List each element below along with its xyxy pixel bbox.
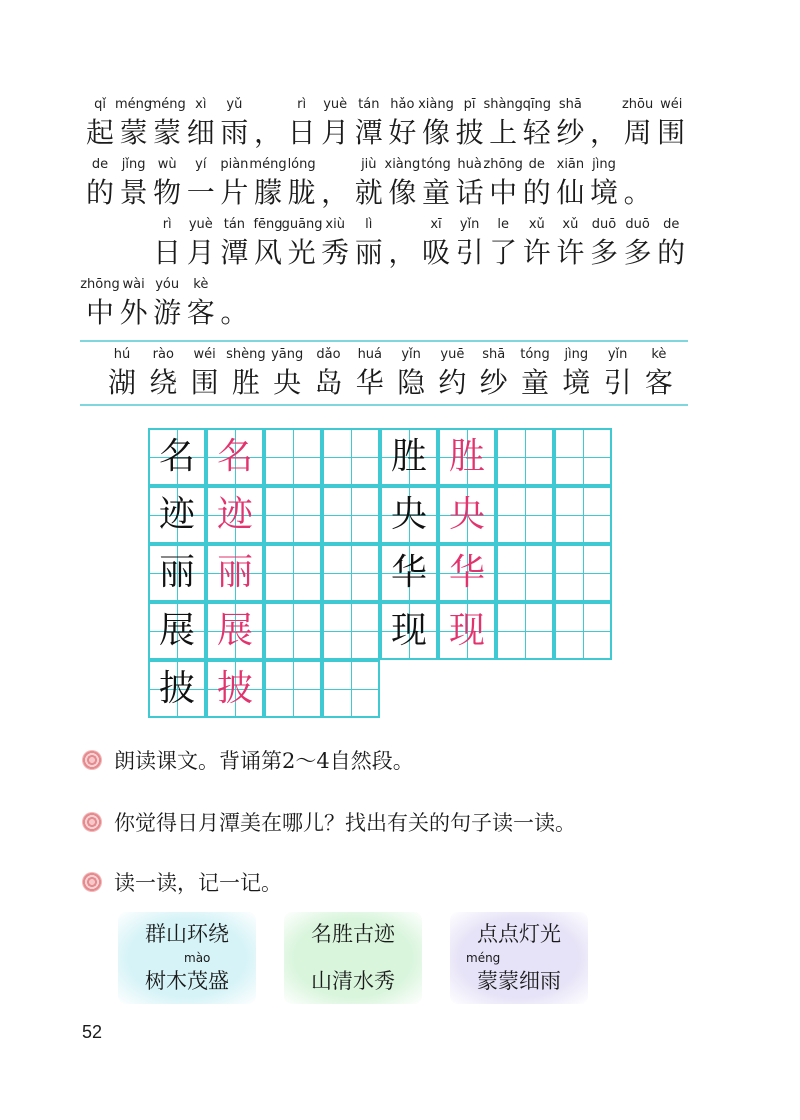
exercise-3 bbox=[82, 866, 282, 898]
ruby-char bbox=[618, 156, 658, 212]
hanzi: 一 bbox=[186, 176, 215, 209]
hanzi: 朦 bbox=[253, 176, 282, 209]
pinyin: duō bbox=[591, 217, 617, 232]
vocab-top-rule bbox=[80, 340, 688, 342]
pinyin: lì bbox=[365, 217, 373, 232]
grid-cell bbox=[380, 544, 438, 602]
exercise-2-text: 你觉得日月潭美在哪儿？找出有关的句子读一读。 bbox=[114, 811, 576, 835]
pinyin: shā bbox=[558, 97, 582, 112]
trace-char: 央 bbox=[448, 494, 485, 535]
hanzi: 话 bbox=[455, 176, 484, 209]
vocab-hanzi: 童 bbox=[520, 366, 549, 399]
word-card-1 bbox=[118, 912, 256, 1004]
hanzi: 潭 bbox=[354, 116, 383, 149]
grid-cell bbox=[206, 486, 264, 544]
vocab-pinyin: shā bbox=[482, 347, 506, 362]
pinyin: wù bbox=[157, 157, 177, 172]
pinyin: de bbox=[91, 157, 109, 172]
vocab-char bbox=[474, 346, 514, 402]
vocab-pinyin: hú bbox=[113, 347, 131, 362]
pinyin: xǔ bbox=[562, 217, 579, 232]
vocab-hanzi: 纱 bbox=[479, 366, 508, 399]
vocab-pinyin: shèng bbox=[226, 347, 266, 362]
pinyin: yí bbox=[195, 157, 207, 172]
hanzi: 客 bbox=[186, 296, 215, 329]
pinyin: tóng bbox=[421, 157, 451, 172]
model-char: 披 bbox=[158, 668, 195, 709]
grid-cell bbox=[438, 428, 496, 486]
pinyin: piàn bbox=[220, 157, 249, 172]
model-char: 名 bbox=[158, 436, 195, 477]
word-card-2-bottom: 山清水秀 bbox=[311, 969, 395, 993]
grid-cell bbox=[496, 486, 554, 544]
pinyin: yǔ bbox=[226, 97, 243, 112]
hanzi: 多 bbox=[589, 236, 618, 269]
exercise-bullet-icon bbox=[82, 812, 102, 832]
vocab-bottom-rule bbox=[80, 404, 688, 406]
pinyin: zhōu bbox=[621, 97, 654, 112]
exercise-3-text: 读一读，记一记。 bbox=[114, 871, 282, 895]
word-card-3 bbox=[450, 912, 588, 1004]
hanzi: 雨 bbox=[220, 116, 249, 149]
vocab-pinyin: wéi bbox=[193, 347, 216, 362]
word-card-3-top: 点点灯光 bbox=[477, 922, 561, 946]
word-card-2-top: 名胜古迹 bbox=[311, 922, 395, 946]
pinyin: xǔ bbox=[528, 217, 545, 232]
vocab-char bbox=[350, 346, 390, 402]
grid-cell bbox=[496, 544, 554, 602]
vocab-char bbox=[267, 346, 307, 402]
hanzi: 潭 bbox=[220, 236, 249, 269]
grid-cell bbox=[322, 602, 380, 660]
pinyin: le bbox=[497, 217, 509, 232]
pinyin bbox=[618, 156, 658, 174]
pinyin: tán bbox=[358, 97, 380, 112]
grid-cell bbox=[554, 544, 612, 602]
word-card-3-bottom: 蒙蒙细雨 bbox=[477, 969, 561, 993]
trace-char: 华 bbox=[448, 552, 485, 593]
vocab-pinyin: tóng bbox=[520, 347, 550, 362]
hanzi: 游 bbox=[153, 296, 182, 329]
grid-cell bbox=[438, 486, 496, 544]
pinyin: de bbox=[528, 157, 545, 172]
trace-char: 迹 bbox=[216, 494, 253, 535]
text-line bbox=[0, 96, 800, 156]
hanzi: 外 bbox=[119, 296, 148, 329]
pinyin: yóu bbox=[155, 277, 180, 292]
hanzi: 细 bbox=[186, 116, 215, 149]
pinyin: jǐng bbox=[121, 157, 146, 172]
hanzi: 月 bbox=[186, 236, 215, 269]
pinyin: zhōng bbox=[483, 157, 523, 172]
pinyin: fēng bbox=[253, 217, 283, 232]
model-char: 胜 bbox=[390, 436, 427, 477]
ruby-char bbox=[214, 276, 254, 332]
pinyin: méng bbox=[148, 97, 186, 112]
vocab-hanzi: 央 bbox=[273, 366, 302, 399]
vocab-hanzi: 绕 bbox=[149, 366, 178, 399]
exercise-1 bbox=[82, 744, 414, 776]
pinyin: pī bbox=[463, 97, 476, 112]
word-card-3-pinyin: méng bbox=[466, 951, 501, 965]
vocab-hanzi: 隐 bbox=[397, 366, 426, 399]
hanzi: 引 bbox=[455, 236, 484, 269]
grid-cell bbox=[264, 660, 322, 718]
hanzi: 。 bbox=[623, 176, 652, 209]
hanzi: 胧 bbox=[287, 176, 316, 209]
vocab-char bbox=[432, 346, 472, 402]
hanzi: 境 bbox=[589, 176, 618, 209]
pinyin: hǎo bbox=[390, 97, 415, 112]
vocab-char bbox=[515, 346, 555, 402]
model-char: 华 bbox=[390, 552, 427, 593]
vocab-hanzi: 约 bbox=[438, 366, 467, 399]
model-char: 央 bbox=[390, 494, 427, 535]
hanzi: 秀 bbox=[321, 236, 350, 269]
vocab-char bbox=[598, 346, 638, 402]
grid-cell bbox=[496, 602, 554, 660]
text-line bbox=[0, 156, 800, 216]
grid-cell bbox=[264, 602, 322, 660]
grid-cell bbox=[438, 544, 496, 602]
hanzi: 蒙 bbox=[119, 116, 148, 149]
hanzi: 中 bbox=[85, 296, 114, 329]
word-card-1-top: 群山环绕 bbox=[145, 922, 229, 946]
text-line bbox=[0, 216, 800, 276]
vocab-char bbox=[639, 346, 679, 402]
trace-char: 丽 bbox=[216, 552, 253, 593]
vocab-char bbox=[309, 346, 349, 402]
hanzi: 像 bbox=[388, 176, 417, 209]
pinyin: xī bbox=[430, 217, 442, 232]
pinyin: xiān bbox=[556, 157, 585, 172]
word-card-2-pinyin bbox=[284, 950, 422, 966]
trace-char: 胜 bbox=[448, 436, 485, 477]
vocab-pinyin: huá bbox=[357, 347, 383, 362]
grid-cell bbox=[148, 428, 206, 486]
pinyin: wài bbox=[122, 277, 145, 292]
grid-cell bbox=[148, 602, 206, 660]
trace-char: 名 bbox=[216, 436, 253, 477]
grid-cell bbox=[148, 544, 206, 602]
hanzi: 月 bbox=[321, 116, 350, 149]
hanzi: 许 bbox=[522, 236, 551, 269]
grid-cell bbox=[322, 544, 380, 602]
word-card-2 bbox=[284, 912, 422, 1004]
ruby-char bbox=[651, 96, 691, 152]
hanzi: 多 bbox=[623, 236, 652, 269]
vocab-char bbox=[391, 346, 431, 402]
pinyin: xiàng bbox=[384, 157, 421, 172]
pinyin: rì bbox=[297, 97, 307, 112]
pinyin: jiù bbox=[361, 157, 377, 172]
hanzi: ， bbox=[589, 116, 618, 149]
model-char: 迹 bbox=[158, 494, 195, 535]
pinyin: xì bbox=[195, 97, 207, 112]
grid-cell bbox=[264, 486, 322, 544]
hanzi: 日 bbox=[287, 116, 316, 149]
vocab-char bbox=[226, 346, 266, 402]
pinyin: lóng bbox=[287, 157, 316, 172]
hanzi: ， bbox=[321, 176, 350, 209]
vocab-pinyin: kè bbox=[651, 347, 667, 362]
grid-cell bbox=[554, 486, 612, 544]
grid-cell bbox=[206, 602, 264, 660]
vocab-pinyin: rào bbox=[152, 347, 174, 362]
grid-cell bbox=[554, 602, 612, 660]
trace-char: 披 bbox=[216, 668, 253, 709]
pinyin: duō bbox=[625, 217, 650, 232]
hanzi: 童 bbox=[421, 176, 450, 209]
pinyin: yuè bbox=[188, 217, 213, 232]
hanzi: 好 bbox=[388, 116, 417, 149]
hanzi: ， bbox=[388, 236, 417, 269]
grid-cell bbox=[322, 486, 380, 544]
vocab-hanzi: 岛 bbox=[314, 366, 343, 399]
hanzi: 了 bbox=[489, 236, 518, 269]
grid-cell bbox=[206, 428, 264, 486]
model-char: 现 bbox=[390, 610, 427, 651]
hanzi: 蒙 bbox=[153, 116, 182, 149]
grid-cell bbox=[322, 428, 380, 486]
hanzi: 纱 bbox=[556, 116, 585, 149]
hanzi: 光 bbox=[287, 236, 316, 269]
pinyin: shàng bbox=[483, 97, 523, 112]
pinyin: méng bbox=[249, 157, 287, 172]
vocab-hanzi: 华 bbox=[355, 366, 384, 399]
ruby-char bbox=[651, 216, 691, 272]
pinyin: méng bbox=[115, 97, 153, 112]
hanzi: 许 bbox=[556, 236, 585, 269]
vocab-char bbox=[102, 346, 142, 402]
exercise-bullet-icon bbox=[82, 750, 102, 770]
hanzi: 周 bbox=[623, 116, 652, 149]
vocab-hanzi: 境 bbox=[562, 366, 591, 399]
hanzi: 就 bbox=[354, 176, 383, 209]
pinyin: xiù bbox=[325, 217, 345, 232]
word-card-1-pinyin: mào bbox=[184, 951, 211, 965]
hanzi: 像 bbox=[421, 116, 450, 149]
vocab-hanzi: 胜 bbox=[231, 366, 260, 399]
grid-cell bbox=[264, 544, 322, 602]
hanzi: 景 bbox=[119, 176, 148, 209]
hanzi: 吸 bbox=[421, 236, 450, 269]
pinyin: yuè bbox=[323, 97, 348, 112]
grid-cell bbox=[206, 544, 264, 602]
pinyin: zhōng bbox=[80, 277, 120, 292]
vocab-hanzi: 引 bbox=[603, 366, 632, 399]
hanzi: 围 bbox=[657, 116, 686, 149]
pinyin: huà bbox=[457, 157, 482, 172]
hanzi: ， bbox=[253, 116, 282, 149]
grid-cell bbox=[496, 428, 554, 486]
vocab-pinyin: yǐn bbox=[607, 347, 628, 362]
exercise-1-text: 朗读课文。背诵第2～4自然段。 bbox=[114, 749, 414, 773]
hanzi: 日 bbox=[153, 236, 182, 269]
hanzi: 的 bbox=[522, 176, 551, 209]
pinyin: yǐn bbox=[459, 217, 480, 232]
pinyin: guāng bbox=[281, 217, 323, 232]
writing-grid bbox=[148, 428, 620, 724]
page-number: 52 bbox=[82, 1022, 103, 1042]
vocab-hanzi: 湖 bbox=[107, 366, 136, 399]
model-char: 丽 bbox=[158, 552, 195, 593]
vocab-hanzi: 客 bbox=[644, 366, 673, 399]
vocab-pinyin: yuē bbox=[440, 347, 465, 362]
vocab-char bbox=[143, 346, 183, 402]
vocab-pinyin: yāng bbox=[271, 347, 304, 362]
hanzi: 片 bbox=[220, 176, 249, 209]
model-char: 展 bbox=[158, 610, 195, 651]
pinyin: rì bbox=[162, 217, 172, 232]
word-card-1-bottom: 树木茂盛 bbox=[145, 969, 229, 993]
vocab-pinyin: yǐn bbox=[401, 347, 421, 362]
vocab-char bbox=[556, 346, 596, 402]
hanzi: 风 bbox=[253, 236, 282, 269]
exercise-2 bbox=[82, 806, 576, 838]
vocab-pinyin: jìng bbox=[564, 347, 589, 362]
hanzi: 上 bbox=[489, 116, 518, 149]
hanzi: 物 bbox=[153, 176, 182, 209]
pinyin: qīng bbox=[522, 97, 551, 112]
grid-cell bbox=[554, 428, 612, 486]
pinyin: kè bbox=[193, 277, 209, 292]
grid-cell bbox=[148, 486, 206, 544]
grid-cell bbox=[322, 660, 380, 718]
pinyin: tán bbox=[223, 217, 246, 232]
grid-cell bbox=[148, 660, 206, 718]
grid-cell bbox=[264, 428, 322, 486]
hanzi: 丽 bbox=[354, 236, 383, 269]
vocab-hanzi: 围 bbox=[190, 366, 219, 399]
pinyin: xiàng bbox=[418, 97, 454, 112]
pinyin: jìng bbox=[592, 157, 616, 172]
grid-cell bbox=[380, 486, 438, 544]
pinyin: wéi bbox=[660, 97, 683, 112]
grid-cell bbox=[438, 602, 496, 660]
hanzi: 的 bbox=[85, 176, 114, 209]
trace-char: 现 bbox=[448, 610, 485, 651]
vocab-char bbox=[185, 346, 225, 402]
hanzi: 轻 bbox=[522, 116, 551, 149]
pinyin bbox=[214, 276, 254, 294]
pinyin: de bbox=[663, 217, 680, 232]
grid-cell bbox=[380, 428, 438, 486]
trace-char: 展 bbox=[216, 610, 253, 651]
vocab-pinyin: dǎo bbox=[316, 347, 341, 362]
hanzi: 仙 bbox=[556, 176, 585, 209]
hanzi: 披 bbox=[455, 116, 484, 149]
exercise-bullet-icon bbox=[82, 872, 102, 892]
grid-cell bbox=[380, 602, 438, 660]
hanzi: 起 bbox=[85, 116, 114, 149]
hanzi: 的 bbox=[657, 236, 686, 269]
text-line bbox=[0, 276, 800, 336]
hanzi: 。 bbox=[220, 296, 249, 329]
hanzi: 中 bbox=[489, 176, 518, 209]
pinyin: qǐ bbox=[94, 97, 106, 112]
grid-cell bbox=[206, 660, 264, 718]
